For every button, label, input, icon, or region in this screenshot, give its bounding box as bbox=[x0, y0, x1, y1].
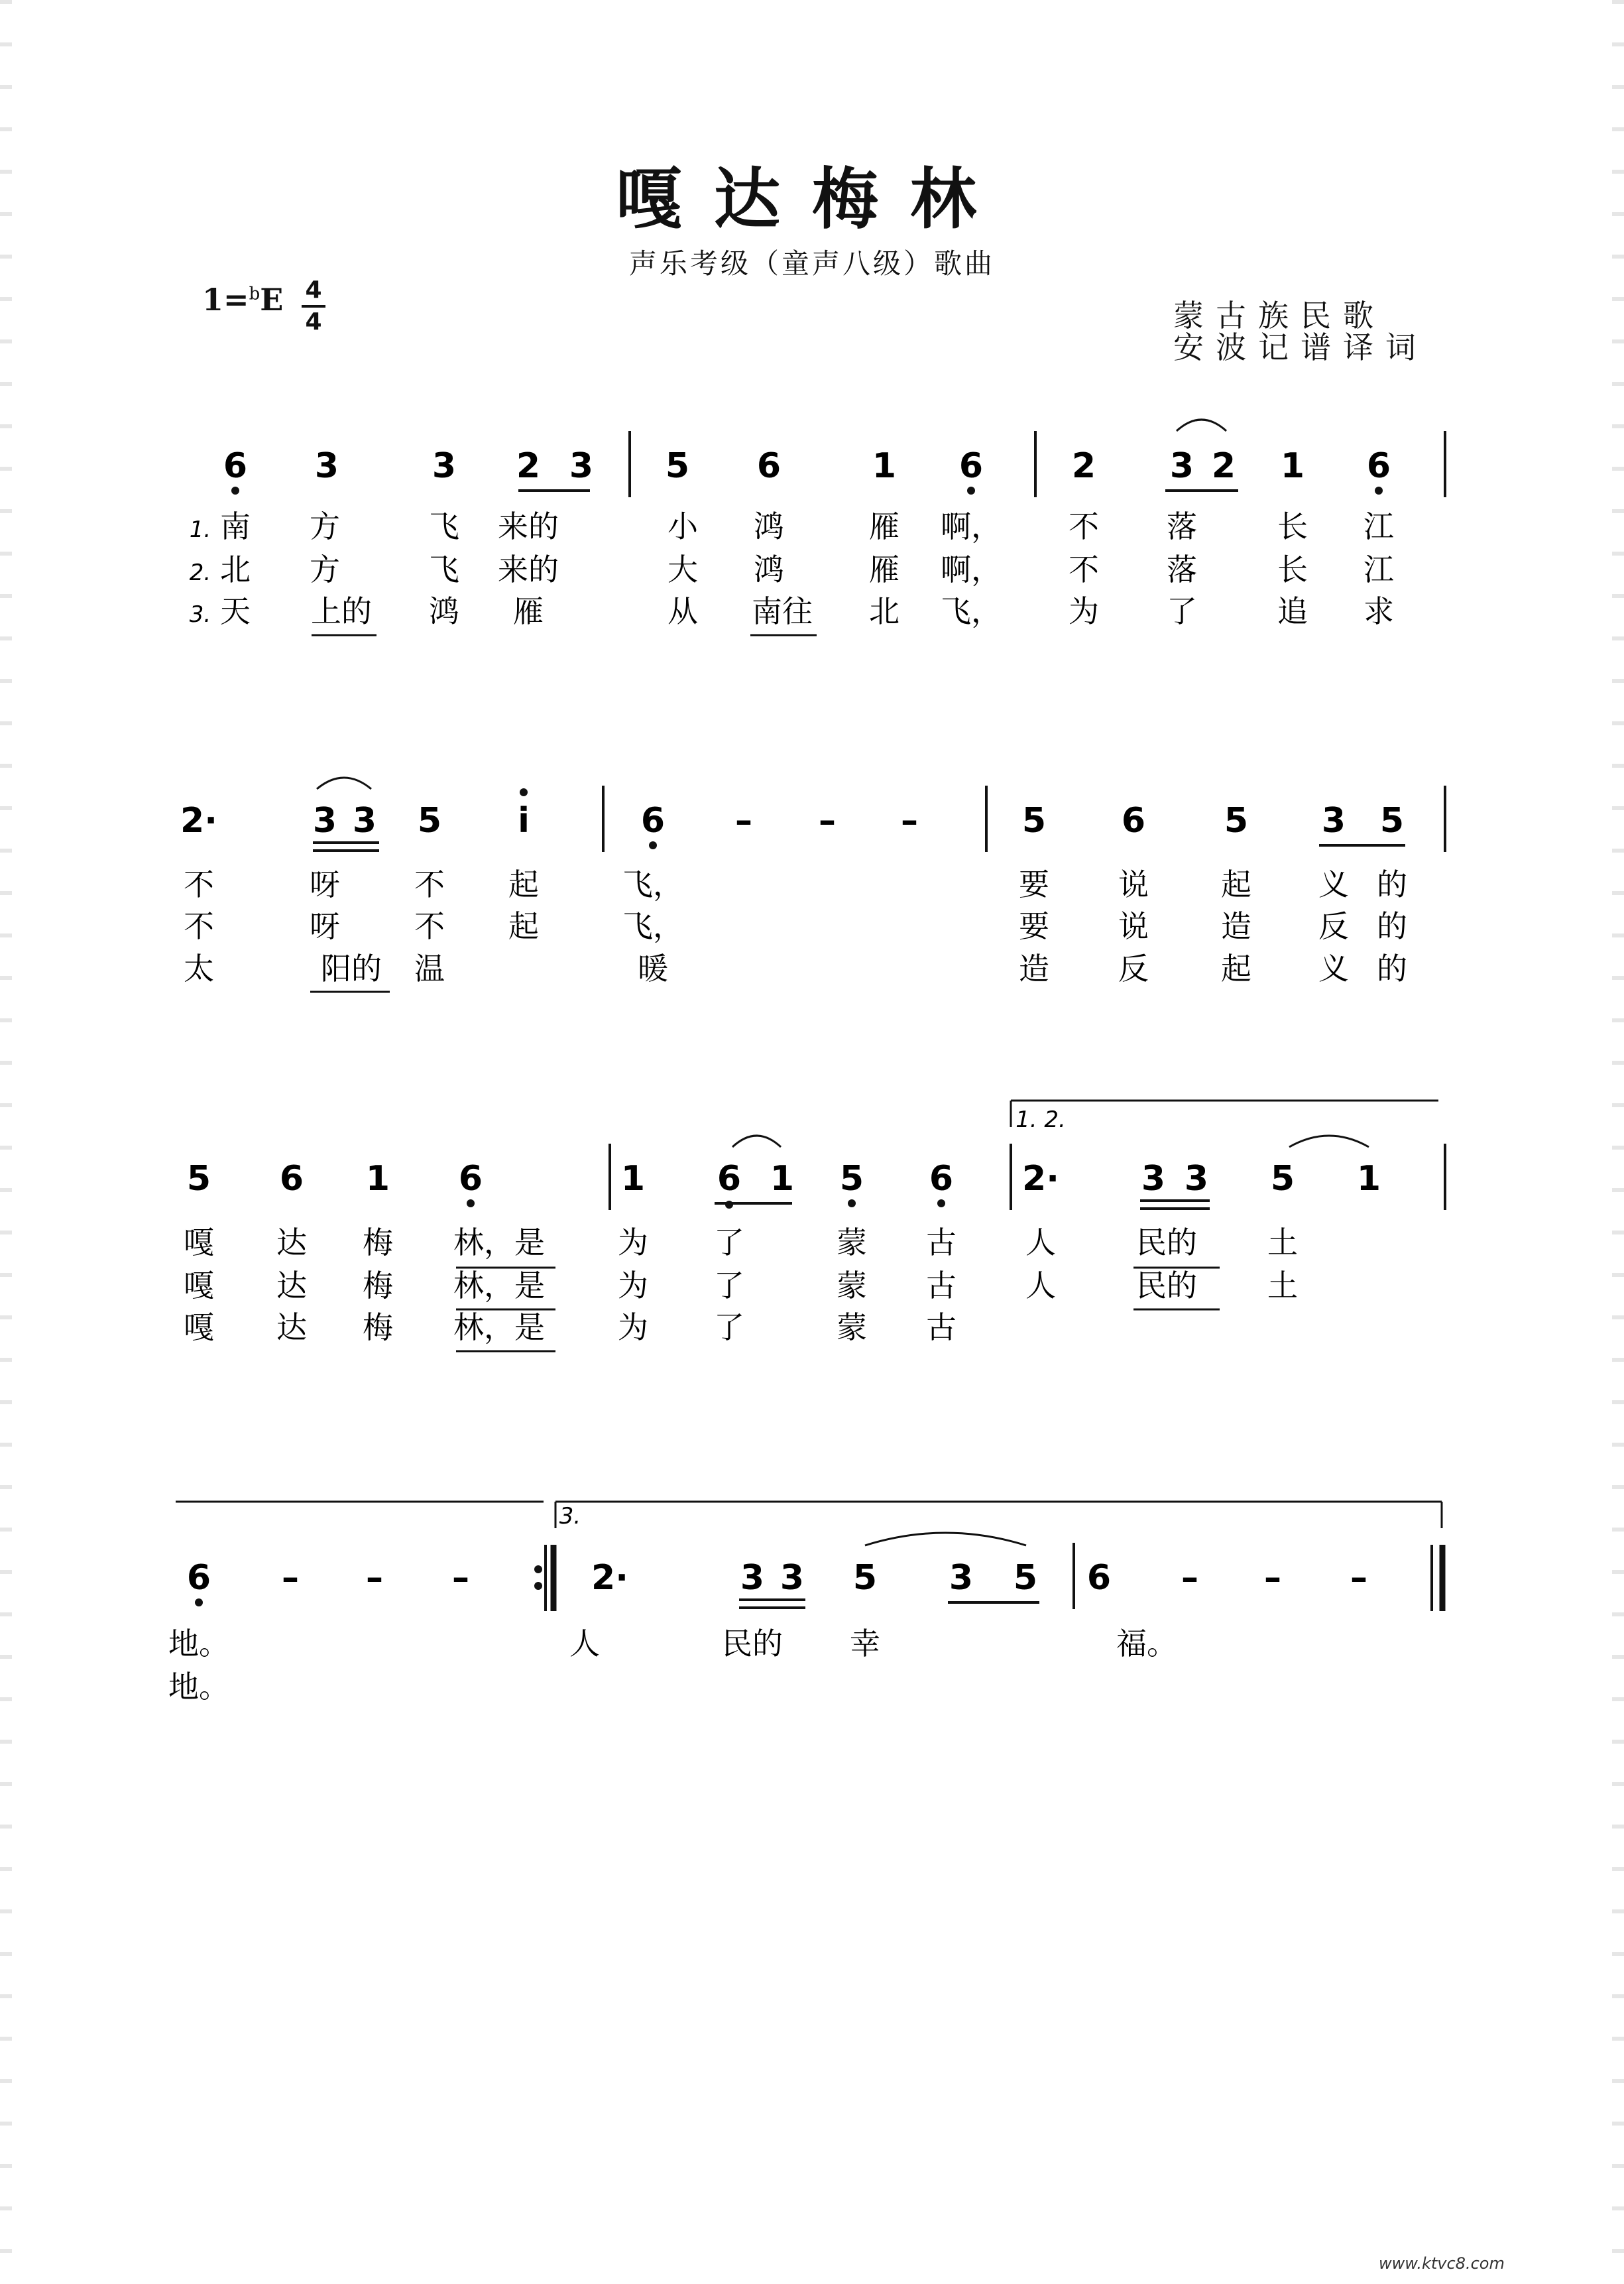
lyric: 蒙 bbox=[837, 1225, 867, 1260]
lyric: 义 bbox=[1318, 867, 1349, 902]
song-title: 嘎达梅林 bbox=[616, 160, 1008, 238]
high-octave-dot bbox=[520, 788, 528, 796]
lyric: 不 bbox=[184, 867, 214, 902]
lyric: 古 bbox=[926, 1268, 957, 1303]
low-octave-dot bbox=[195, 1598, 203, 1606]
note: 1 bbox=[620, 1159, 646, 1199]
note: 2· bbox=[1022, 1159, 1059, 1199]
note: 3 bbox=[314, 446, 339, 486]
lyric: 雁 bbox=[869, 509, 899, 544]
lyric: 起 bbox=[508, 867, 539, 902]
lyric: 福。 bbox=[1116, 1626, 1177, 1661]
lyric: 为 bbox=[618, 1268, 648, 1303]
lyric: 嘎 bbox=[184, 1309, 214, 1345]
note: 2 bbox=[516, 446, 541, 486]
lyric: 呀 bbox=[310, 867, 340, 902]
note: 1 bbox=[1280, 446, 1305, 486]
note: 5 bbox=[665, 446, 690, 486]
note: – bbox=[1264, 1558, 1281, 1598]
lyric: 地。 bbox=[168, 1626, 229, 1661]
note: 3 bbox=[432, 446, 457, 486]
verse-number: 3. bbox=[189, 601, 211, 628]
time-denominator: 4 bbox=[305, 308, 322, 335]
lyric: 幸 bbox=[850, 1626, 880, 1661]
lyric: 求 bbox=[1363, 593, 1394, 629]
lyric: 义 bbox=[1318, 951, 1349, 987]
lyric: 起 bbox=[1221, 867, 1251, 902]
lyric: 长 bbox=[1277, 552, 1308, 587]
lyric: 达 bbox=[276, 1309, 307, 1345]
lyric: 土 bbox=[1267, 1225, 1298, 1260]
lyric: 不 bbox=[414, 908, 445, 944]
lyric: 林，是 bbox=[453, 1268, 545, 1303]
note: 3 bbox=[1169, 446, 1194, 486]
lyric: 鸿 bbox=[429, 593, 459, 629]
lyric: 落 bbox=[1167, 552, 1197, 587]
lyric: 梅 bbox=[363, 1309, 393, 1345]
lyric: 了 bbox=[714, 1268, 744, 1303]
lyric: 长 bbox=[1277, 509, 1308, 544]
note: 6 bbox=[279, 1159, 304, 1199]
lyric: 民的 bbox=[722, 1626, 783, 1661]
key-note: E bbox=[260, 282, 284, 318]
lyric: 大 bbox=[667, 552, 698, 587]
lyric: 为 bbox=[618, 1225, 648, 1260]
verse-number: 1. bbox=[189, 516, 211, 543]
low-octave-dot bbox=[967, 487, 975, 495]
slur bbox=[865, 1533, 1026, 1545]
lyric: 嘎 bbox=[184, 1225, 214, 1260]
slur bbox=[317, 778, 371, 789]
lyric: 的 bbox=[1377, 908, 1407, 944]
lyric: 不 bbox=[414, 867, 445, 902]
lyric: 要 bbox=[1019, 908, 1049, 944]
credit-transcriber: 安波记谱译词 bbox=[1173, 330, 1428, 365]
slur bbox=[1177, 420, 1226, 431]
repeat-dot bbox=[534, 1582, 542, 1590]
note: 6 bbox=[1086, 1558, 1112, 1598]
note: 6 bbox=[717, 1159, 742, 1199]
note: 3 bbox=[740, 1558, 765, 1598]
note: 2· bbox=[591, 1558, 628, 1598]
lyric: 说 bbox=[1118, 908, 1149, 944]
note: 6 bbox=[186, 1558, 211, 1598]
lyric: 太 bbox=[184, 951, 214, 987]
note: 5 bbox=[186, 1159, 211, 1199]
lyric: 南往 bbox=[752, 593, 813, 629]
lyric: 落 bbox=[1167, 509, 1197, 544]
lyric: 来的 bbox=[498, 509, 559, 544]
lyric: 飞， bbox=[622, 867, 683, 902]
lyric: 蒙 bbox=[837, 1268, 867, 1303]
note: 2· bbox=[180, 801, 217, 841]
note: 6 bbox=[1121, 801, 1146, 841]
lyric: 从 bbox=[667, 593, 698, 629]
note: 5 bbox=[839, 1159, 864, 1199]
lyric: 蒙 bbox=[837, 1309, 867, 1345]
lyric: 为 bbox=[618, 1309, 648, 1345]
note: 1 bbox=[872, 446, 897, 486]
lyric: 阳的 bbox=[321, 951, 382, 987]
lyric: 鸿 bbox=[754, 552, 784, 587]
key-prefix: 1= bbox=[202, 282, 249, 318]
lyric: 地。 bbox=[168, 1669, 229, 1705]
lyric: 飞 bbox=[429, 509, 459, 544]
lyric: 飞 bbox=[429, 552, 459, 587]
note: 3 bbox=[312, 801, 337, 841]
note: 6 bbox=[1366, 446, 1391, 486]
lyric: 雁 bbox=[513, 593, 544, 629]
lyric: 鸿 bbox=[754, 509, 784, 544]
note: – bbox=[452, 1558, 469, 1598]
lyric: 方 bbox=[310, 509, 340, 544]
lyric: 人 bbox=[569, 1626, 600, 1661]
lyric: 反 bbox=[1118, 951, 1149, 987]
lyric: 的 bbox=[1377, 867, 1407, 902]
lyric: 起 bbox=[508, 908, 539, 944]
lyric: 嘎 bbox=[184, 1268, 214, 1303]
lyric: 南 bbox=[220, 509, 251, 544]
lyric: 江 bbox=[1363, 509, 1394, 544]
lyric: 起 bbox=[1221, 951, 1251, 987]
note: – bbox=[901, 801, 918, 841]
lyric: 古 bbox=[926, 1225, 957, 1260]
lyric: 人 bbox=[1025, 1268, 1056, 1303]
lyric: 来的 bbox=[498, 552, 559, 587]
lyric: 雁 bbox=[869, 552, 899, 587]
note: 6 bbox=[458, 1159, 483, 1199]
repeat-dot bbox=[534, 1565, 542, 1573]
lyric: 林，是 bbox=[453, 1309, 545, 1345]
low-octave-dot bbox=[1375, 487, 1383, 495]
low-octave-dot bbox=[848, 1199, 856, 1207]
note: – bbox=[735, 801, 752, 841]
volta-label: 1. 2. bbox=[1015, 1107, 1066, 1133]
lyric: 追 bbox=[1277, 593, 1308, 629]
lyric: 林，是 bbox=[453, 1225, 545, 1260]
note: 3 bbox=[352, 801, 377, 841]
note: 5 bbox=[852, 1558, 878, 1598]
lyric: 温 bbox=[414, 951, 445, 987]
note: 3 bbox=[1141, 1159, 1166, 1199]
lyric: 北 bbox=[869, 593, 899, 629]
note: 3 bbox=[949, 1558, 974, 1598]
time-numerator: 4 bbox=[305, 276, 322, 304]
lyric: 达 bbox=[276, 1268, 307, 1303]
note: – bbox=[366, 1558, 383, 1598]
lyric: 不 bbox=[1069, 509, 1099, 544]
lyric: 小 bbox=[667, 509, 698, 544]
note: 1 bbox=[365, 1159, 390, 1199]
note: 2 bbox=[1071, 446, 1096, 486]
credit-origin: 蒙古族民歌 bbox=[1173, 298, 1385, 333]
note: 5 bbox=[1021, 801, 1047, 841]
volta-label: 3. bbox=[559, 1503, 581, 1530]
note: – bbox=[1350, 1558, 1367, 1598]
low-octave-dot bbox=[649, 841, 657, 849]
note: 5 bbox=[417, 801, 442, 841]
slur bbox=[1289, 1136, 1369, 1147]
lyric: 啊， bbox=[941, 509, 1002, 544]
song-subtitle: 声乐考级（童声八级）歌曲 bbox=[628, 247, 995, 280]
lyric: 了 bbox=[1167, 593, 1197, 629]
note: 3 bbox=[780, 1558, 805, 1598]
lyric: 土 bbox=[1267, 1268, 1298, 1303]
lyric: 了 bbox=[714, 1225, 744, 1260]
note: 5 bbox=[1379, 801, 1405, 841]
note: 3 bbox=[1184, 1159, 1209, 1199]
note: – bbox=[282, 1558, 299, 1598]
note: 2 bbox=[1211, 446, 1236, 486]
note: – bbox=[1181, 1558, 1198, 1598]
verse-number: 2. bbox=[189, 560, 211, 586]
lyric: 了 bbox=[714, 1309, 744, 1345]
note: 5 bbox=[1270, 1159, 1295, 1199]
low-octave-dot bbox=[467, 1199, 475, 1207]
lyric: 暖 bbox=[638, 951, 668, 987]
lyric: 梅 bbox=[363, 1225, 393, 1260]
low-octave-dot bbox=[937, 1199, 945, 1207]
lyric: 江 bbox=[1363, 552, 1394, 587]
note: 6 bbox=[929, 1159, 954, 1199]
note: 5 bbox=[1224, 801, 1249, 841]
lyric: 造 bbox=[1221, 908, 1251, 944]
note: 1 bbox=[770, 1159, 795, 1199]
note: 3 bbox=[1321, 801, 1346, 841]
note: – bbox=[819, 801, 836, 841]
lyric: 北 bbox=[220, 552, 251, 587]
lyric: 古 bbox=[926, 1309, 957, 1345]
flat-sign: b bbox=[249, 284, 261, 304]
lyric: 上的 bbox=[311, 593, 372, 629]
lyric: 造 bbox=[1019, 951, 1049, 987]
lyric: 说 bbox=[1118, 867, 1149, 902]
low-octave-dot bbox=[231, 487, 239, 495]
lyric: 达 bbox=[276, 1225, 307, 1260]
note: 1 bbox=[1356, 1159, 1381, 1199]
lyric: 梅 bbox=[363, 1268, 393, 1303]
note: i bbox=[518, 801, 530, 841]
note: 6 bbox=[640, 801, 666, 841]
lyric: 反 bbox=[1318, 908, 1349, 944]
lyric: 人 bbox=[1025, 1225, 1056, 1260]
lyric: 的 bbox=[1377, 951, 1407, 987]
lyric: 民的 bbox=[1136, 1268, 1197, 1303]
note: 3 bbox=[569, 446, 594, 486]
lyric: 天 bbox=[220, 593, 251, 629]
lyric: 啊， bbox=[941, 552, 1002, 587]
slur bbox=[732, 1136, 781, 1147]
site-watermark: www.ktvc8.com bbox=[1379, 2254, 1505, 2273]
lyric: 飞， bbox=[941, 593, 1002, 629]
lyric: 呀 bbox=[310, 908, 340, 944]
note: 6 bbox=[756, 446, 782, 486]
lyric: 不 bbox=[184, 908, 214, 944]
lyric: 为 bbox=[1069, 593, 1099, 629]
note: 6 bbox=[958, 446, 984, 486]
note: 5 bbox=[1013, 1558, 1038, 1598]
lyric: 飞， bbox=[622, 908, 683, 944]
lyric: 不 bbox=[1069, 552, 1099, 587]
note: 6 bbox=[223, 446, 248, 486]
lyric: 要 bbox=[1019, 867, 1049, 902]
lyric: 民的 bbox=[1136, 1225, 1197, 1260]
lyric: 方 bbox=[310, 552, 340, 587]
